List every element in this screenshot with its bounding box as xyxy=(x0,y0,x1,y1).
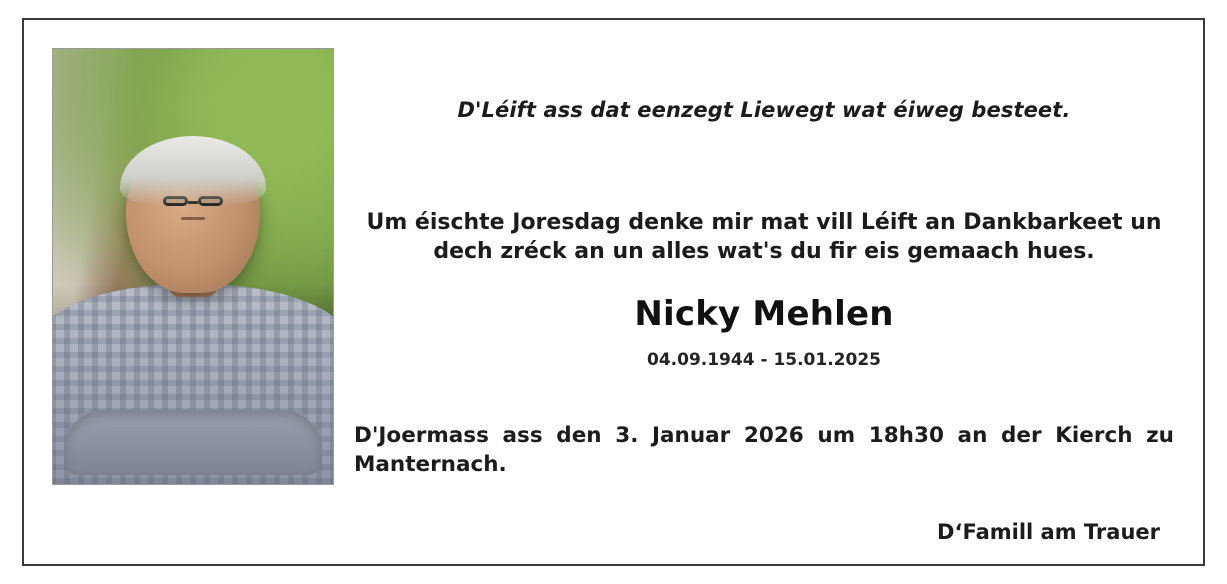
portrait-arms xyxy=(64,410,322,475)
death-notice-card xyxy=(22,18,1205,566)
portrait-photo xyxy=(53,49,333,484)
memorial-message: Um éischte Joresdag denke mir mat vill Léift an Dankbarkeet un dech zréck an un alles wat's du fir eis gemaach hues. xyxy=(366,210,1162,265)
deceased-name: Nicky Mehlen xyxy=(634,294,894,335)
memorial-quote: D'Léift ass dat eenzegt Liewegt wat éiweg besteet. xyxy=(457,98,1071,122)
portrait-mouth xyxy=(181,217,205,220)
portrait-hair xyxy=(120,136,266,206)
notice-text-column xyxy=(354,54,1174,544)
family-signature: D‘Famill am Trauer xyxy=(937,519,1160,544)
life-dates: 04.09.1944 - 15.01.2025 xyxy=(647,350,881,371)
service-information: D'Joermass ass den 3. Januar 2026 um 18h30 an der Kierch zu Manternach. xyxy=(354,423,1174,477)
portrait-frame xyxy=(52,48,334,485)
